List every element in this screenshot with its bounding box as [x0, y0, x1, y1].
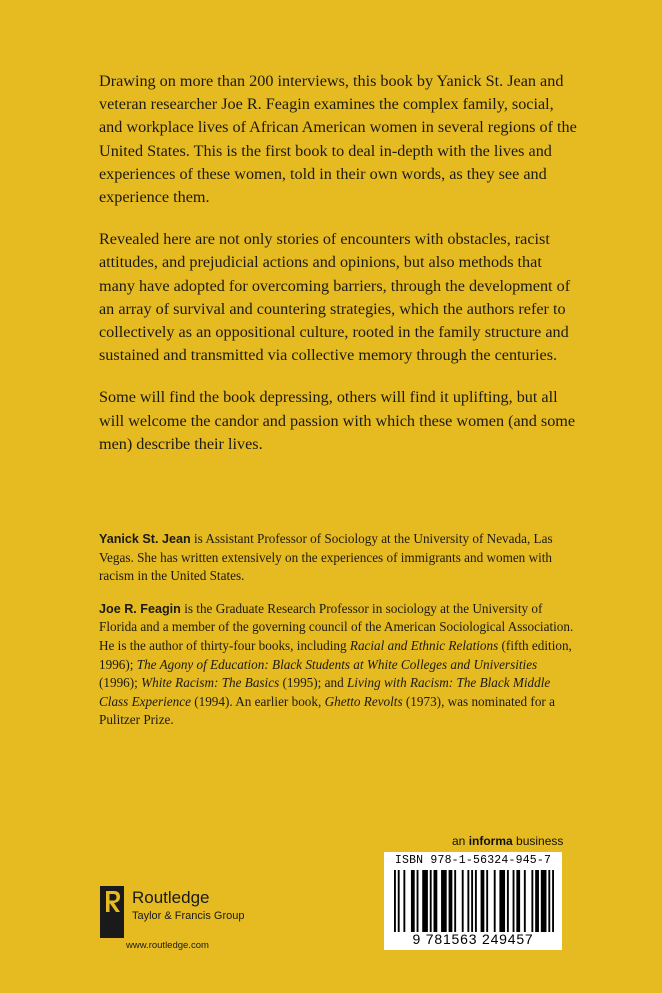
- barcode-bar: [494, 870, 496, 932]
- routledge-r-icon: [100, 886, 124, 938]
- informa-brand: informa: [468, 834, 513, 848]
- barcode-bar: [548, 870, 550, 932]
- barcode-bar: [467, 870, 469, 932]
- barcode-bar: [481, 870, 485, 932]
- book-title: The Agony of Education: Black Students at White Colleges and Universities: [136, 656, 538, 672]
- barcode-bar: [398, 870, 400, 932]
- book-title: White Racism: The Basics: [141, 675, 280, 691]
- ean-first-digit: 9: [412, 931, 422, 947]
- back-cover-blurb: [99, 70, 579, 475]
- informa-tagline: [452, 834, 563, 848]
- barcode-bar: [411, 870, 415, 932]
- barcode-bar: [394, 870, 396, 932]
- barcode-bar: [513, 870, 515, 932]
- barcode-bar: [552, 870, 554, 932]
- barcode-bar: [454, 870, 456, 932]
- bio-name-feagin: Joe R. Feagin: [99, 601, 181, 616]
- isbn-label: ISBN 978-1-56324-945-7: [394, 854, 552, 867]
- barcode-bar: [524, 870, 526, 932]
- barcode-bar: [441, 870, 447, 932]
- barcode-bar: [462, 870, 464, 932]
- ean-right-digits: 249457: [482, 931, 534, 947]
- barcode-bar: [516, 870, 520, 932]
- barcode-bar: [422, 870, 428, 932]
- book-title: Living with Racism: The Black Middle Class Experience: [99, 675, 551, 709]
- isbn-barcode: [384, 852, 562, 950]
- publisher-name: Routledge: [132, 888, 210, 907]
- barcode-bar: [475, 870, 477, 932]
- barcode-bar: [486, 870, 488, 932]
- barcode-bar: [449, 870, 453, 932]
- barcode-bar: [541, 870, 547, 932]
- barcode-bar: [507, 870, 509, 932]
- book-title: Racial and Ethnic Relations: [349, 637, 499, 653]
- author-bios: [99, 530, 579, 744]
- publisher-url: www.routledge.com: [126, 940, 209, 951]
- bio-text-st-jean: is Assistant Professor of Sociology at the University of Nevada, Las Vegas. She has written extensively on the experiences of immigrants and women with racism in the United States.: [99, 531, 553, 584]
- bio-text: is the Graduate Research Professor in sociology at the University of Florida and a member of the governing council of the American Sociological Association. He is the author of thirty-four books, including: [99, 600, 574, 653]
- informa-suffix: business: [512, 834, 564, 848]
- bio-text: (1973), was nominated for a Pulitzer Prize.: [99, 693, 555, 728]
- bio-name-st-jean: Yanick St. Jean: [99, 532, 191, 546]
- barcode-bar: [417, 870, 419, 932]
- barcode-bar: [434, 870, 438, 932]
- barcode-bar: [471, 870, 473, 932]
- publisher-logo: [100, 886, 300, 948]
- barcode-bars: [394, 870, 554, 932]
- blurb-paragraph-1: Drawing on more than 200 interviews, this book by Yanick St. Jean and veteran researcher Joe R. Feagin examines the complex family, social, and workplace lives of African American women in several regions of the United States. This is the first book to deal in-depth with the lives and experiences of these women, told in their own words, as they see and experience them.: [99, 72, 577, 207]
- barcode-bar: [499, 870, 505, 932]
- blurb-paragraph-2: Revealed here are not only stories of encounters with obstacles, racist attitudes, and prejudicial actions and opinions, but also methods that many have adopted for overcoming barriers, through the development of an array of survival and countering strategies, which the authors refer to collectively as an oppositional culture, rooted in the family structure and sustained and transmitted via collective memory through the centuries.: [99, 230, 571, 365]
- blurb-paragraph-3: Some will find the book depressing, others will find it uplifting, but all will welcome the candor and passion with which these women (and some men) describe their lives.: [99, 388, 576, 453]
- informa-prefix: an: [452, 834, 469, 848]
- bio-text: (fifth edition, 1996);: [99, 637, 572, 672]
- ean-digits: [384, 931, 562, 947]
- barcode-bar: [430, 870, 432, 932]
- bio-st-jean: [99, 530, 579, 586]
- barcode-bar: [403, 870, 405, 932]
- publisher-group: Taylor & Francis Group: [132, 910, 245, 922]
- bio-text: (1994). An earlier book,: [190, 693, 325, 709]
- ean-left-digits: 781563: [425, 931, 478, 947]
- bio-feagin: [99, 600, 579, 730]
- bio-text: (1996);: [99, 675, 142, 691]
- book-title: Ghetto Revolts: [324, 693, 403, 709]
- bio-text: (1995); and: [279, 675, 347, 691]
- barcode-bar: [531, 870, 533, 932]
- barcode-bar: [535, 870, 539, 932]
